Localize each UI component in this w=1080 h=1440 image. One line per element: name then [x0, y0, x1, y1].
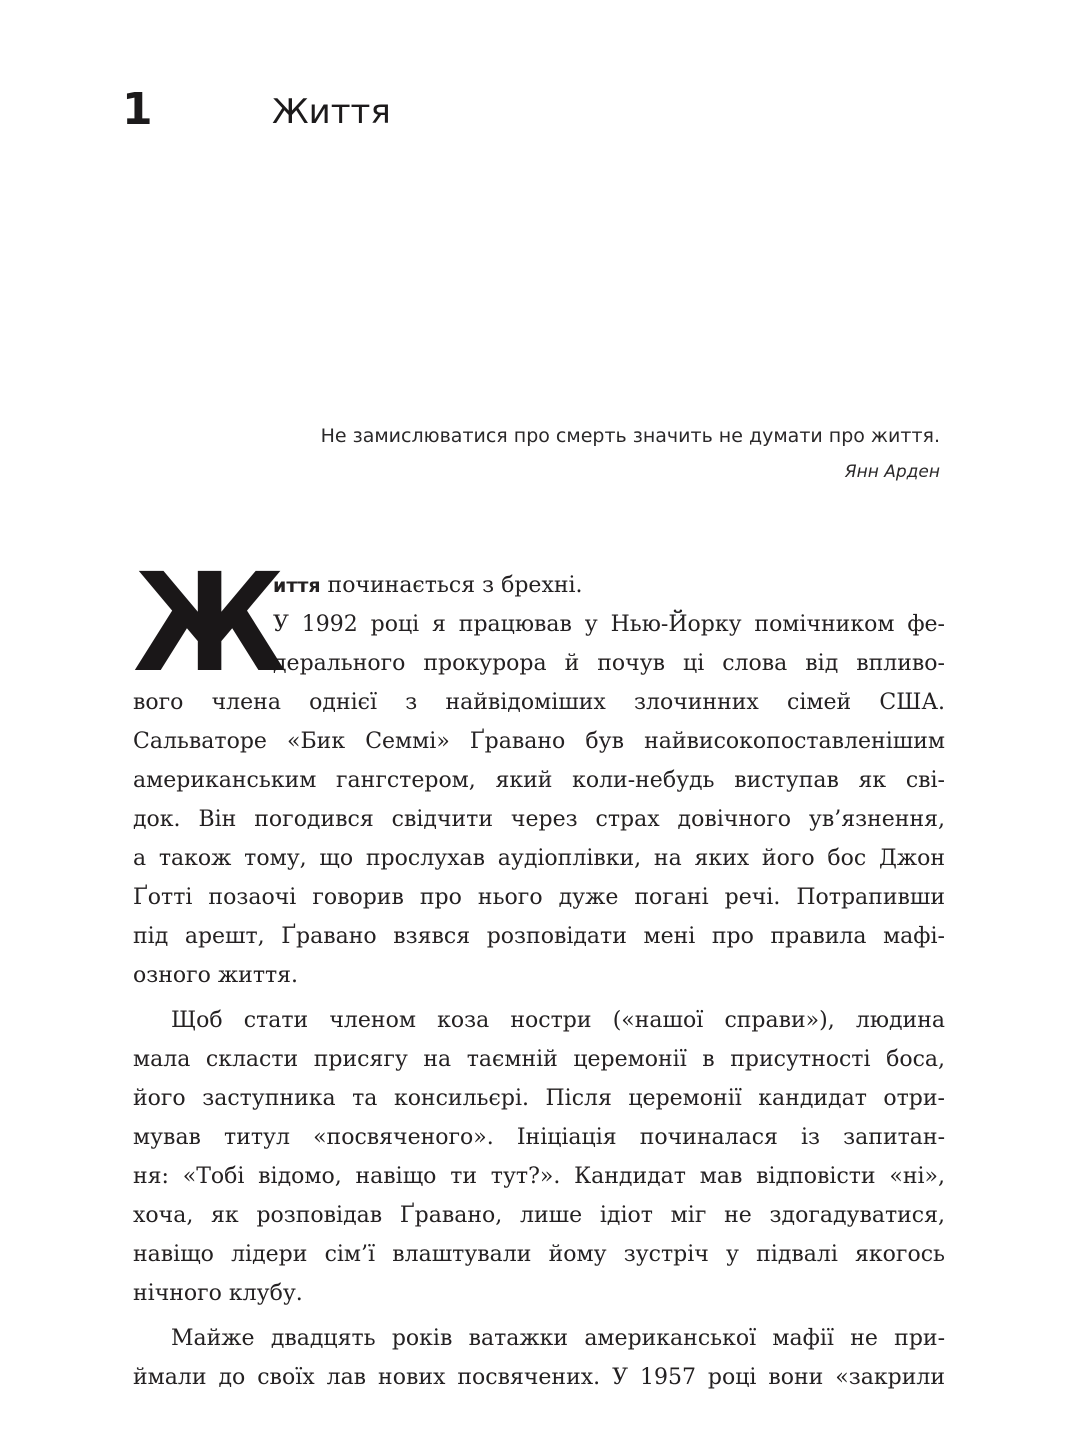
text-line: дерального прокурора й почув ці слова від впливо-	[273, 651, 945, 676]
body-text	[133, 545, 945, 1397]
text-line: мала скласти присягу на таємній церемонії в присутності боса,	[133, 1047, 945, 1072]
epigraph	[180, 420, 940, 492]
text-line: У 1992 році я працював у Нью-Йорку помічником фе-	[273, 612, 945, 637]
text-line: а також тому, що прослухав аудіоплівки, на яких його бос Джон	[133, 846, 945, 871]
opening-bold-lead: иття	[273, 575, 321, 597]
text-line: ня: «Тобі відомо, навіщо ти тут?». Кандидат мав відповісти «ні»,	[133, 1164, 945, 1189]
text-line: мував титул «посвяченого». Ініціація починалася із запитан-	[133, 1125, 945, 1150]
text-line: його заступника та консильєрі. Після церемонії кандидат отри-	[133, 1086, 945, 1111]
epigraph-text: Не замислюватися про смерть значить не думати про життя.	[320, 425, 940, 447]
text-line: ймали до своїх лав нових посвячених. У 1957 році вони «закрили	[133, 1365, 945, 1390]
text-line: Щоб стати членом коза ностри («нашої справи»), людина	[171, 1008, 945, 1033]
text-line: навіщо лідери сім’ї влаштували йому зустріч у підвалі якогось	[133, 1242, 945, 1267]
paragraph-3	[133, 1319, 945, 1397]
text-line: Ґотті позаочі говорив про нього дуже погані речі. Потрапивши	[133, 885, 945, 910]
chapter-title: Життя	[272, 92, 391, 132]
text-line: хоча, як розповідав Ґравано, лише ідіот міг не здогадуватися,	[133, 1203, 945, 1228]
drop-cap-lines	[273, 566, 945, 683]
text-line: нічного клубу.	[133, 1281, 303, 1306]
drop-cap: Ж	[133, 545, 287, 703]
paragraph-2	[133, 1001, 945, 1313]
epigraph-author: Янн Арден	[844, 462, 940, 482]
opening-line	[273, 566, 945, 605]
text-line: озного життя.	[133, 963, 299, 988]
text-line: вого члена однієї з найвідоміших злочинних сімей США.	[133, 690, 945, 715]
text-line: Майже двадцять років ватажки американської мафії не при-	[171, 1326, 945, 1351]
text-line: американським гангстером, який коли-небудь виступав як сві-	[133, 768, 945, 793]
chapter-number: 1	[122, 84, 153, 135]
text-line: під арешт, Ґравано взявся розповідати мені про правила мафі-	[133, 924, 945, 949]
paragraph-1	[133, 683, 945, 995]
text-line: Сальваторе «Бик Семмі» Ґравано був найвисокопоставленішим	[133, 729, 945, 754]
text-line: док. Він погодився свідчити через страх довічного ув’язнення,	[133, 807, 945, 832]
opening-lead-rest: починається з брехні.	[320, 573, 583, 598]
